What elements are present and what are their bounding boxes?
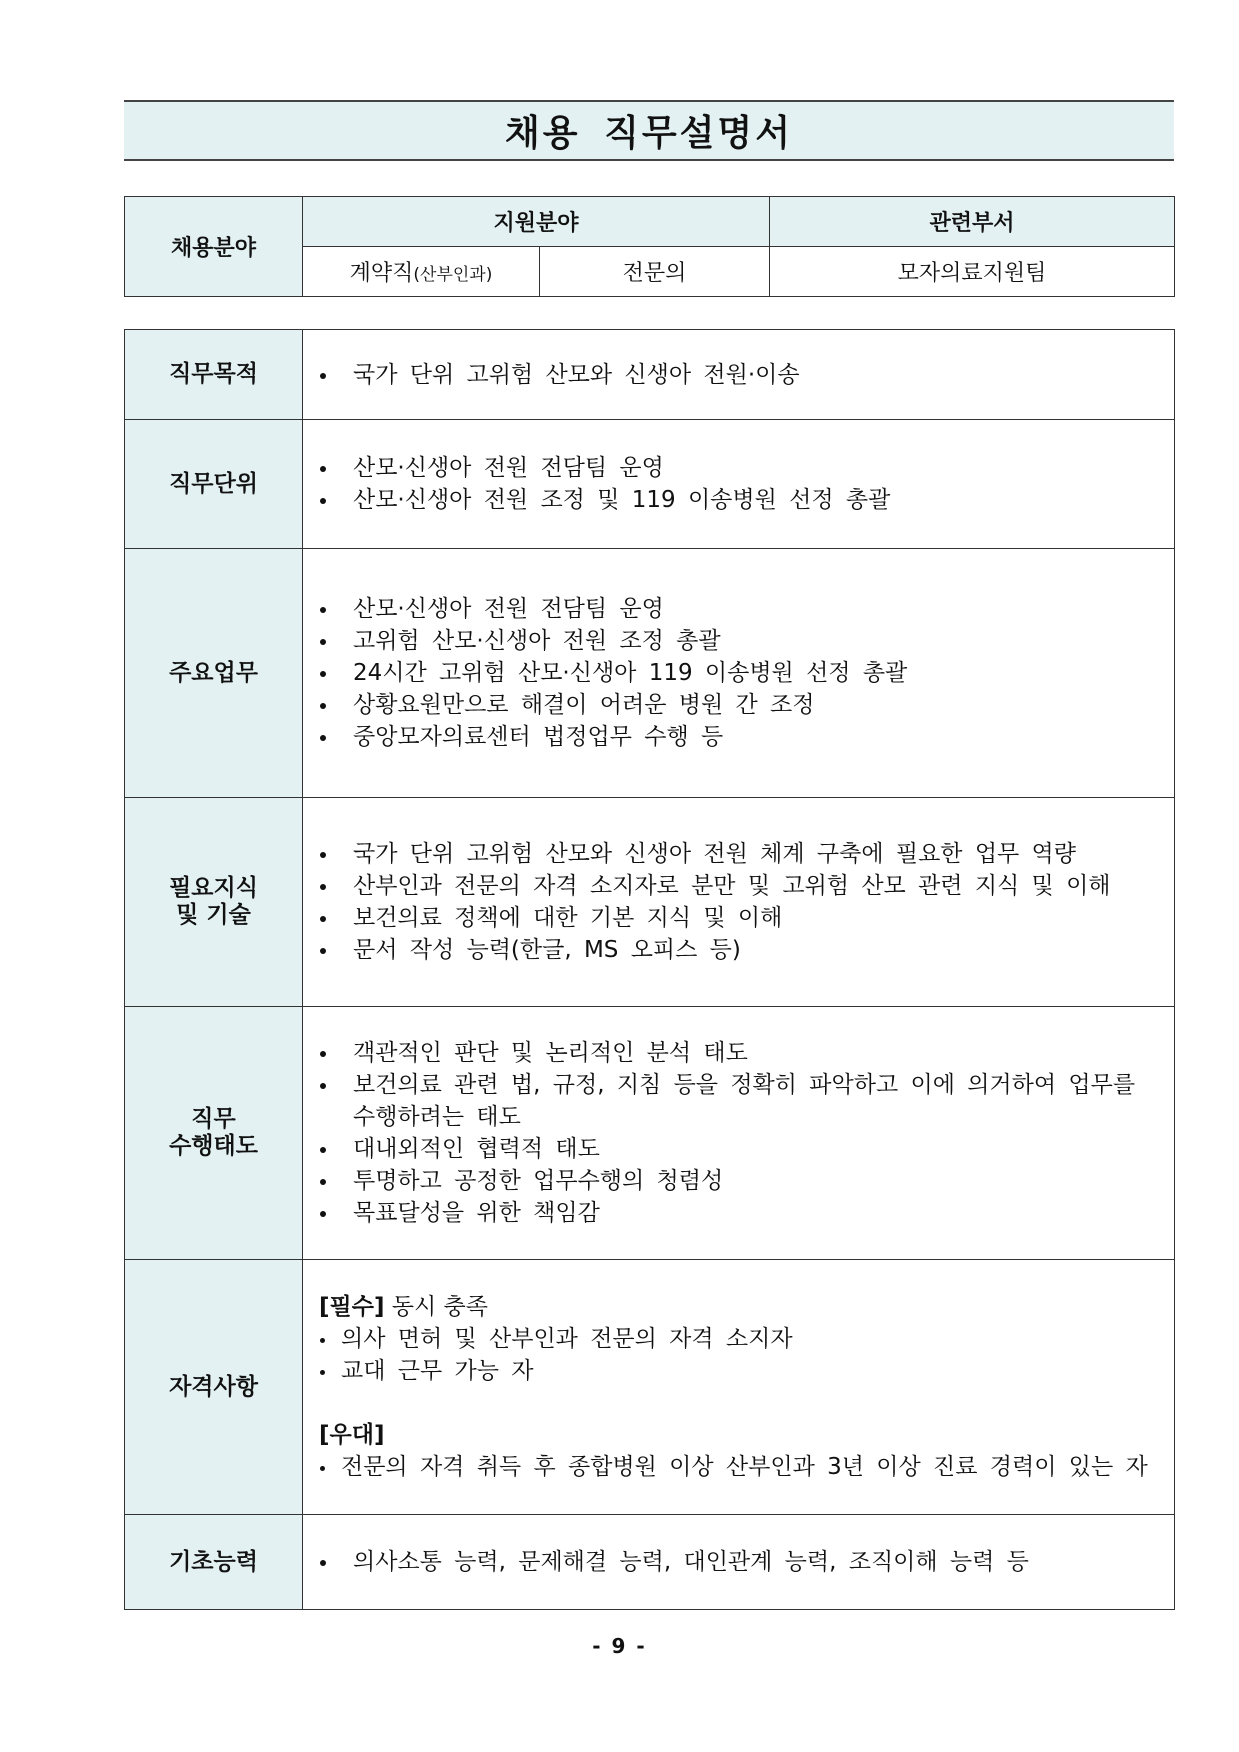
required-note: 동시 충족 bbox=[391, 1294, 488, 1320]
recruitment-field-label: 채용분야 bbox=[125, 197, 303, 297]
list-item: 상황요원만으로 해결이 어려운 병원 간 조정 bbox=[319, 689, 1164, 721]
page-number: - 9 - bbox=[592, 1634, 647, 1658]
list-item: 대내외적인 협력적 태도 bbox=[319, 1133, 1164, 1165]
section-label-attitude bbox=[125, 1007, 303, 1260]
list-item: 산모·신생아 전원 조정 및 119 이송병원 선정 총괄 bbox=[319, 484, 1164, 516]
department-header: 관련부서 bbox=[770, 197, 1175, 247]
section-label-line: 직무 bbox=[191, 1106, 236, 1132]
list-item: 국가 단위 고위험 산모와 신생아 전원·이송 bbox=[319, 359, 1164, 391]
list-item: 산모·신생아 전원 전담팀 운영 bbox=[319, 593, 1164, 625]
section-row-main-duties bbox=[125, 549, 1175, 798]
section-label-purpose: 직무목적 bbox=[125, 330, 303, 420]
list-item: 산부인과 전문의 자격 소지자로 분만 및 고위험 산모 관련 지식 및 이해 bbox=[319, 870, 1164, 902]
list-item: 투명하고 공정한 업무수행의 청렴성 bbox=[319, 1165, 1164, 1197]
section-row-knowledge bbox=[125, 798, 1175, 1007]
list-item: 보건의료 관련 법, 규정, 지침 등을 정확히 파악하고 이에 의거하여 업무를 수행하려는 태도 bbox=[319, 1069, 1164, 1133]
list-item: 24시간 고위험 산모·신생아 119 이송병원 선정 총괄 bbox=[319, 657, 1164, 689]
section-label-basic: 기초능력 bbox=[125, 1515, 303, 1610]
section-row-attitude bbox=[125, 1007, 1175, 1260]
department-value: 모자의료지원팀 bbox=[770, 247, 1175, 297]
preferred-heading: [우대] bbox=[319, 1422, 385, 1448]
section-row-qualification bbox=[125, 1260, 1175, 1515]
section-label-line: 및 기술 bbox=[176, 902, 251, 928]
position-value: 전문의 bbox=[540, 247, 770, 297]
list-item: 객관적인 판단 및 논리적인 분석 태도 bbox=[319, 1037, 1164, 1069]
apply-field-header: 지원분야 bbox=[303, 197, 770, 247]
employment-type-cell bbox=[303, 247, 540, 297]
section-row-unit bbox=[125, 420, 1175, 549]
section-label-knowledge bbox=[125, 798, 303, 1007]
job-description-table bbox=[124, 329, 1175, 1610]
section-label-line: 수행태도 bbox=[169, 1133, 258, 1159]
list-item: 중앙모자의료센터 법정업무 수행 등 bbox=[319, 721, 1164, 753]
page-title: 채용 직무설명서 bbox=[124, 100, 1174, 161]
required-heading bbox=[319, 1291, 1164, 1323]
employment-type: 계약직 bbox=[349, 261, 414, 286]
list-item: 국가 단위 고위험 산모와 신생아 전원 체계 구축에 필요한 업무 역량 bbox=[319, 838, 1164, 870]
list-item: 목표달성을 위한 책임감 bbox=[319, 1197, 1164, 1229]
section-label-unit: 직무단위 bbox=[125, 420, 303, 549]
section-label-qualification: 자격사항 bbox=[125, 1260, 303, 1515]
employment-type-specialty: (산부인과) bbox=[413, 265, 493, 285]
list-item: 교대 근무 가능 자 bbox=[319, 1355, 1164, 1387]
recruitment-summary-table bbox=[124, 196, 1175, 297]
list-item: 전문의 자격 취득 후 종합병원 이상 산부인과 3년 이상 진료 경력이 있는 자 bbox=[319, 1451, 1164, 1483]
list-item: 보건의료 정책에 대한 기본 지식 및 이해 bbox=[319, 902, 1164, 934]
section-row-purpose bbox=[125, 330, 1175, 420]
list-item: 고위험 산모·신생아 전원 조정 총괄 bbox=[319, 625, 1164, 657]
list-item: 의사 면허 및 산부인과 전문의 자격 소지자 bbox=[319, 1323, 1164, 1355]
list-item: 문서 작성 능력(한글, MS 오피스 등) bbox=[319, 934, 1164, 966]
section-label-main-duties: 주요업무 bbox=[125, 549, 303, 798]
section-row-basic bbox=[125, 1515, 1175, 1610]
required-tag: [필수] bbox=[319, 1294, 385, 1320]
list-item: 의사소통 능력, 문제해결 능력, 대인관계 능력, 조직이해 능력 등 bbox=[319, 1546, 1164, 1578]
list-item: 산모·신생아 전원 전담팀 운영 bbox=[319, 452, 1164, 484]
section-label-line: 필요지식 bbox=[169, 875, 258, 901]
